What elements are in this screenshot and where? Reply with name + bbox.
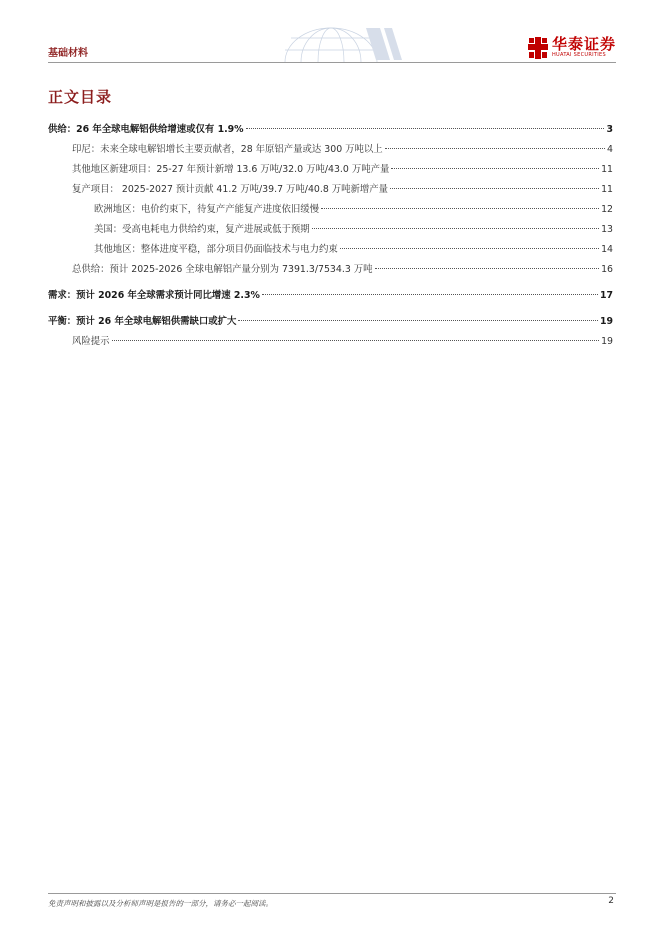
toc-entry-page: 16 — [601, 264, 613, 275]
toc-leader — [262, 294, 598, 295]
toc-entry-label: 需求：预计 2026 年全球需求预计同比增速 2.3% — [48, 290, 260, 301]
toc-leader — [321, 208, 599, 209]
toc-entry[interactable] — [48, 332, 613, 352]
header-divider — [48, 62, 616, 63]
footer-divider — [48, 893, 616, 894]
toc-entry-label: 欧洲地区：电价约束下，待复产产能复产进度依旧缓慢 — [94, 204, 320, 215]
toc-entry[interactable] — [48, 140, 613, 160]
toc-entry[interactable] — [48, 180, 613, 200]
page-number: 2 — [608, 896, 614, 906]
toc-entry-page: 19 — [599, 316, 613, 327]
toc-entry-page: 11 — [601, 184, 613, 195]
toc-entry-label: 美国：受高电耗电力供给约束，复产进展或低于预期 — [94, 224, 310, 235]
logo-name-cn: 华泰证券 — [551, 35, 616, 53]
toc-entry-page: 13 — [601, 224, 613, 235]
toc-entry-label: 平衡：预计 26 年全球电解铝供需缺口或扩大 — [48, 316, 237, 327]
toc-entry-page: 4 — [607, 144, 613, 155]
toc-leader — [340, 248, 599, 249]
toc-entry-label: 供给：26 年全球电解铝供给增速或仅有 1.9% — [48, 124, 244, 135]
toc-entry[interactable] — [48, 200, 613, 220]
header-section-label: 基础材料 — [48, 48, 88, 59]
toc-leader — [385, 148, 605, 149]
toc-leader — [391, 168, 599, 169]
footer-disclaimer: 免责声明和披露以及分析师声明是报告的一部分，请务必一起阅读。 — [48, 899, 273, 908]
toc-entry-page: 3 — [606, 124, 613, 135]
toc-title: 正文目录 — [48, 88, 113, 106]
toc-entry-page: 12 — [601, 204, 613, 215]
toc-entry[interactable] — [48, 160, 613, 180]
toc-leader — [112, 340, 600, 341]
toc-entry[interactable] — [48, 120, 613, 140]
toc-entry-label: 风险提示 — [72, 336, 110, 347]
logo-name-en: HUATAI SECURITIES — [551, 52, 606, 58]
toc-entry[interactable] — [48, 286, 613, 306]
toc-leader — [312, 228, 599, 229]
toc-entry-label: 其他地区：整体进度平稳，部分项目仍面临技术与电力约束 — [94, 244, 338, 255]
toc-leader — [390, 188, 599, 189]
toc-entry-page: 19 — [601, 336, 613, 347]
toc-entry-label: 总供给：预计 2025-2026 全球电解铝产量分别为 7391.3/7534.3 万吨 — [72, 264, 373, 275]
toc-entry[interactable] — [48, 240, 613, 260]
toc-entry-page: 14 — [601, 244, 613, 255]
toc-entry[interactable] — [48, 220, 613, 240]
globe-watermark-icon — [256, 26, 406, 62]
huatai-logo-mark-icon — [528, 37, 548, 59]
toc-entry[interactable] — [48, 260, 613, 280]
toc-leader — [238, 320, 598, 321]
toc-leader — [246, 128, 605, 129]
toc-leader — [375, 268, 600, 269]
toc-entry-page: 17 — [599, 290, 613, 301]
toc-entry-label: 复产项目： 2025-2027 预计贡献 41.2 万吨/39.7 万吨/40.8 万吨新增产量 — [72, 184, 389, 195]
toc-entry[interactable] — [48, 312, 613, 332]
toc-entry-page: 11 — [601, 164, 613, 175]
toc-entry-label: 其他地区新建项目：25-27 年预计新增 13.6 万吨/32.0 万吨/43.0 万吨产量 — [72, 164, 390, 175]
toc-list — [48, 120, 613, 352]
toc-entry-label: 印尼：未来全球电解铝增长主要贡献者，28 年原铝产量或达 300 万吨以上 — [72, 144, 383, 155]
huatai-logo — [528, 36, 616, 59]
